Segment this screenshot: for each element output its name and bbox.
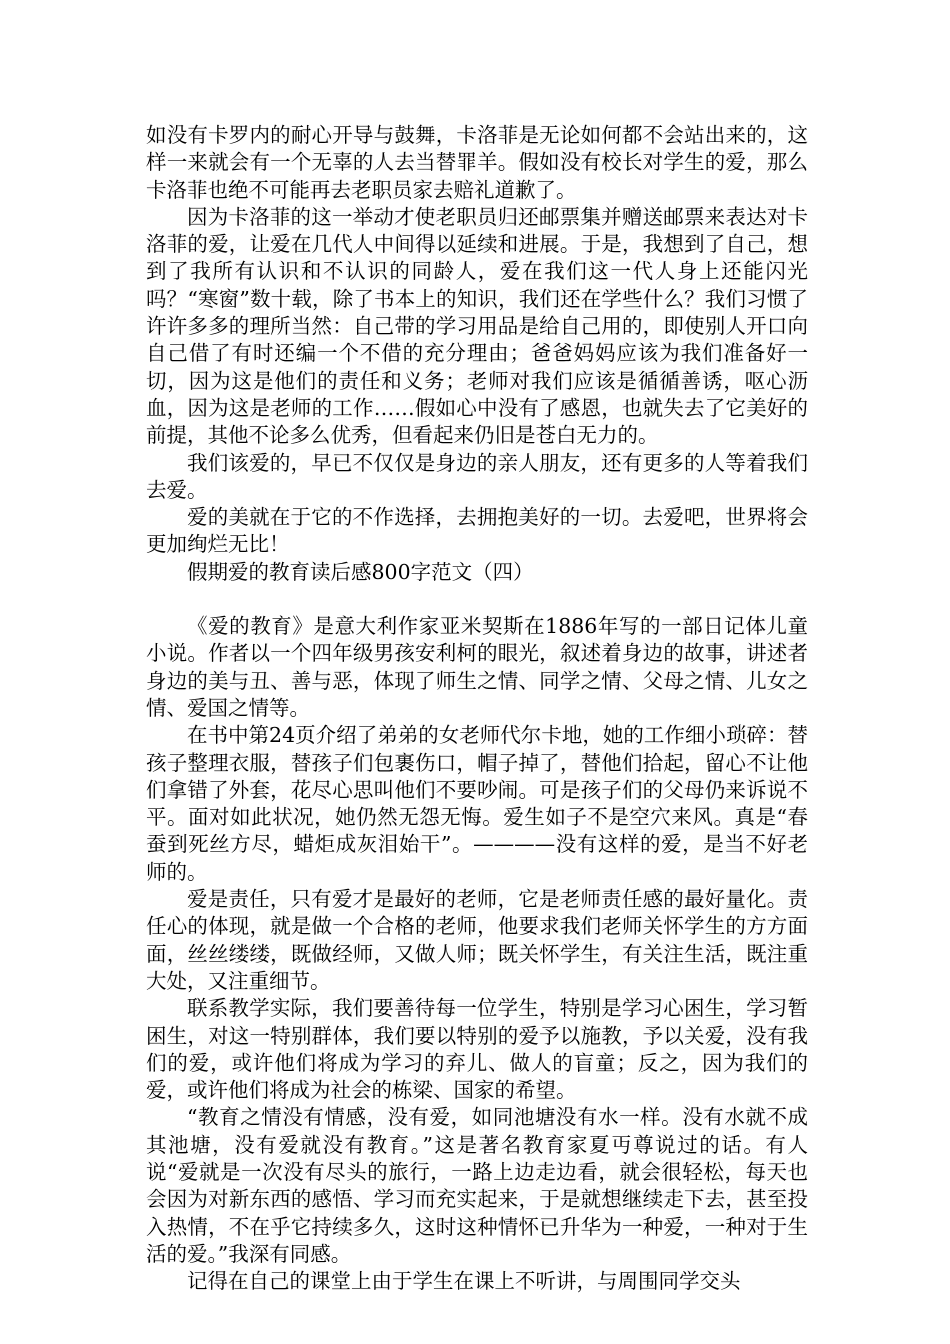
paragraph: 在书中第24页介绍了弟弟的女老师代尔卡地，她的工作细小琐碎：替孩子整理衣服，替孩子们包裹伤口，帽子掉了，替他们拾起，留心不让他们拿错了外套，花尽心思叫他们不要吵闹。可是孩子们的父母仍来诉说不平。面对如此状况，她仍然无怨无悔。爱生如子不是空穴来风。真是“春蚕到死丝方尽，蜡炬成灰泪始干”。————没有这样的爱，是当不好老师的。	[146, 723, 808, 884]
paragraph: 记得在自己的课堂上由于学生在课上不听讲，与周围同学交头	[187, 1269, 741, 1294]
paragraph: 因为卡洛菲的这一举动才使老职员归还邮票集并赠送邮票来表达对卡洛菲的爱，让爱在几代人中间得以延续和进展。于是，我想到了自己，想到了我所有认识和不认识的同龄人，爱在我们这一代人身上还能闪光吗？“寒窗”数十载，除了书本上的知识，我们还在学些什么？我们习惯了许许多多的理所当然：自己带的学习用品是给自己用的，即使别人开口向自己借了有时还编一个不借的充分理由；爸爸妈妈应该为我们准备好一切，因为这是他们的责任和义务；老师对我们应该是循循善诱，呕心沥血，因为这是老师的工作……假如心中没有了感恩，也就失去了它美好的前提，其他不论多么优秀，但看起来仍旧是苍白无力的。	[146, 204, 808, 448]
paragraph: 爱的美就在于它的不作选择，去拥抱美好的一切。去爱吧，世界将会更加绚烂无比！	[146, 505, 808, 557]
paragraph: 爱是责任，只有爱才是最好的老师，它是老师责任感的最好量化。责任心的体现，就是做一个合格的老师，他要求我们老师关怀学生的方方面面，丝丝缕缕，既做经师，又做人师；既关怀学生，有关注生活，既注重大处，又注重细节。	[146, 887, 808, 993]
paragraph: 联系教学实际，我们要善待每一位学生，特别是学习心困生，学习暂困生，对这一特别群体，我们要以特别的爱予以施教，予以关爱，没有我们的爱，或许他们将成为学习的弃儿、做人的盲童；反之，因为我们的爱，或许他们将成为社会的栋梁、国家的希望。	[146, 996, 808, 1103]
blank-line	[146, 586, 808, 613]
document-page	[146, 122, 808, 1295]
paragraph: 《爱的教育》是意大利作家亚米契斯在1886年写的一部日记体儿童小说。作者以一个四年级男孩安利柯的眼光，叙述着身边的故事，讲述者身边的美与丑、善与恶，体现了师生之情、同学之情、父母之情、儿女之情、爱国之情等。	[146, 614, 808, 720]
paragraph: 如没有卡罗内的耐心开导与鼓舞，卡洛菲是无论如何都不会站出来的，这样一来就会有一个无辜的人去当替罪羊。假如没有校长对学生的爱，那么卡洛菲也绝不可能再去老职员家去赔礼道歉了。	[146, 123, 808, 202]
section-heading: 假期爱的教育读后感800字范文（四）	[187, 559, 534, 584]
paragraph: 我们该爱的，早已不仅仅是身边的亲人朋友，还有更多的人等着我们去爱。	[146, 450, 808, 502]
paragraph: “教育之情没有情感，没有爱，如同池塘没有水一样。没有水就不成其池塘，没有爱就没有教育。”这是著名教育家夏丏尊说过的话。有人说“爱就是一次没有尽头的旅行，一路上边走边看，就会很轻松，每天也会因为对新东西的感悟、学习而充实起来，于是就想继续走下去，甚至投入热情，不在乎它持续多久，这时这种情怀已升华为一种爱，一种对于生活的爱。”我深有同感。	[146, 1105, 808, 1266]
